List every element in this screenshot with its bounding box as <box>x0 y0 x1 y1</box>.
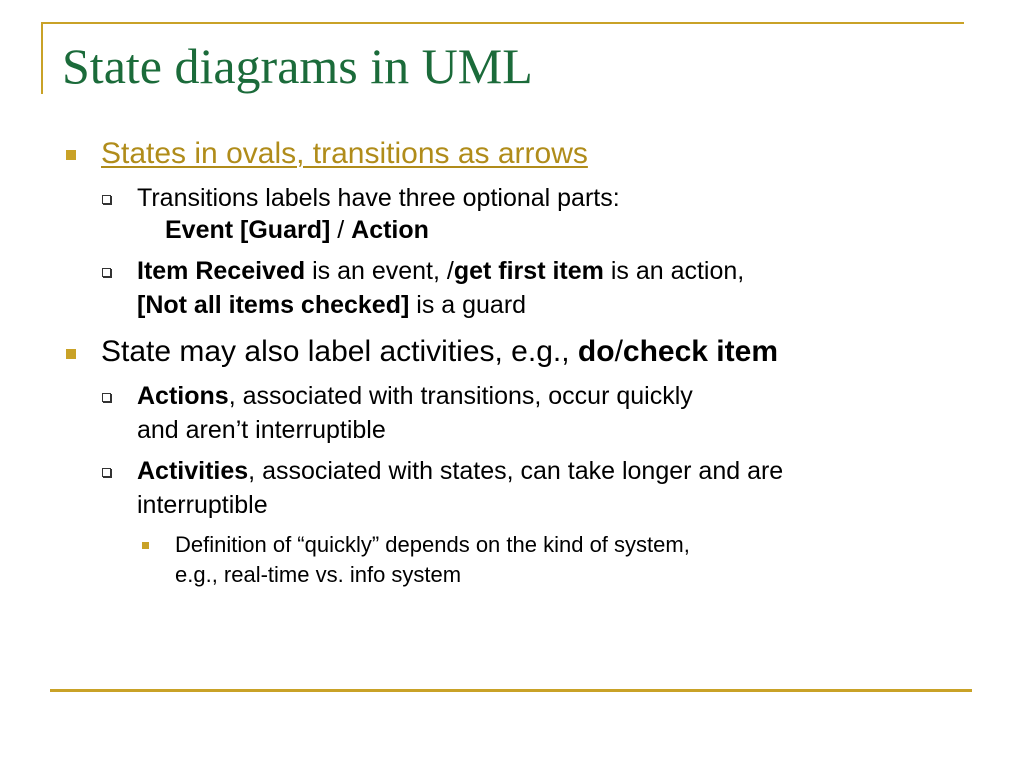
text-check-item: check item <box>622 335 778 368</box>
text-is-an-action: is an action, <box>603 257 745 285</box>
hollow-square-bullet-icon <box>102 195 111 204</box>
bullet-1-2-line-1 <box>137 254 744 288</box>
frame-left-rule <box>41 22 43 94</box>
hollow-square-bullet-icon <box>102 268 111 277</box>
text-activities-desc: , associated with states, can take longer and are <box>248 457 784 485</box>
text-item-received: Item Received <box>137 257 306 285</box>
bullet-square-icon <box>66 150 76 160</box>
bullet-2-1-line-2: and aren’t interruptible <box>137 416 386 444</box>
bullet-square-icon <box>66 349 76 359</box>
hollow-square-bullet-icon <box>102 393 111 402</box>
label-action: Action <box>351 216 429 244</box>
label-separator: / <box>330 216 352 244</box>
bullet-2-2-line-2: interruptible <box>137 491 268 519</box>
bullet-2-text: State may also label activities, e.g., <box>101 335 578 368</box>
frame-top-rule <box>41 22 964 24</box>
small-square-bullet-icon <box>142 542 149 549</box>
slide-title: State diagrams in UML <box>62 38 533 94</box>
bullet-2 <box>101 334 778 370</box>
bullet-2-1-line-1 <box>137 379 693 413</box>
bullet-1-link[interactable]: States in ovals, transitions as arrows <box>101 137 588 170</box>
label-event-guard: Event [Guard] <box>165 216 331 244</box>
bullet-1-1-line-1: Transitions labels have three optional parts: <box>137 184 620 212</box>
frame-bottom-rule <box>50 689 972 692</box>
text-not-all-items-checked: [Not all items checked] <box>137 291 410 319</box>
bullet-2-2-line-1 <box>137 454 783 488</box>
text-do: do <box>577 335 615 368</box>
text-is-a-guard: is a guard <box>409 291 527 319</box>
text-get-first-item: get first item <box>453 257 604 285</box>
bullet-1-2-line-2 <box>137 288 526 322</box>
text-actions: Actions <box>137 382 229 410</box>
bullet-2-2-1-line-1: Definition of “quickly” depends on the kind of system, <box>175 532 690 557</box>
bullet-1 <box>101 136 588 172</box>
text-actions-desc: , associated with transitions, occur quickly <box>228 382 693 410</box>
text-slash: / <box>614 335 623 368</box>
text-is-an-event: is an event, / <box>305 257 454 285</box>
text-activities: Activities <box>137 457 249 485</box>
bullet-2-2-1-line-2: e.g., real-time vs. info system <box>175 562 462 587</box>
bullet-1-1-line-2 <box>137 213 429 247</box>
hollow-square-bullet-icon <box>102 468 111 477</box>
